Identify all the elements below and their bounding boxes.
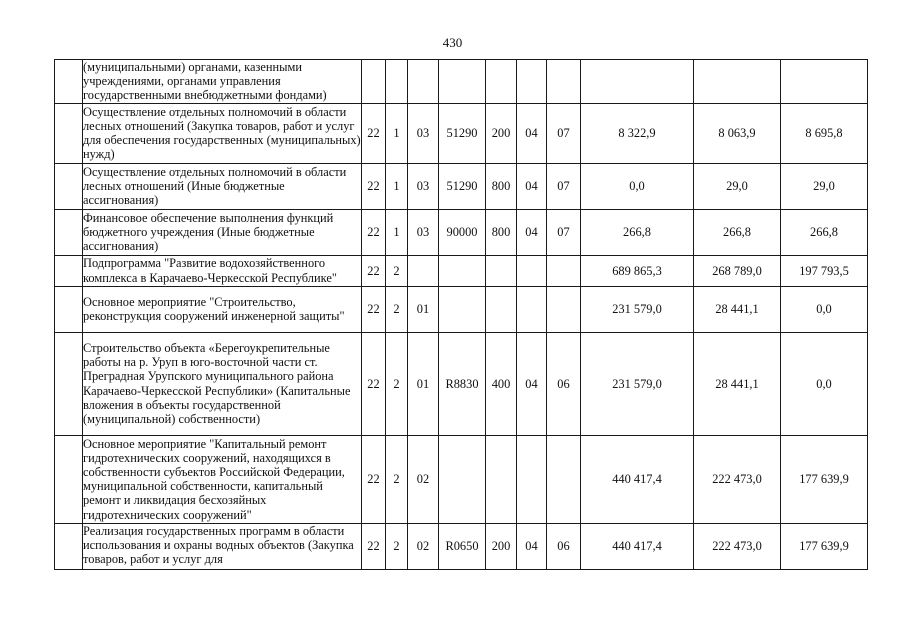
item-name: Подпрограмма "Развитие водохозяйственного комплекса в Карачаево-Черкесской Республике" xyxy=(83,256,337,285)
amount-year3-cell xyxy=(781,60,868,104)
subprogram-code-cell: 1 xyxy=(386,209,408,255)
item-name-cell xyxy=(83,523,362,569)
section-code-cell xyxy=(517,60,547,104)
subprogram-code-cell: 2 xyxy=(386,286,408,332)
amount-year2-cell: 29,0 xyxy=(694,163,781,209)
subprogram-code-cell: 1 xyxy=(386,163,408,209)
main-activity-code-cell: 03 xyxy=(408,103,439,163)
expense-type-cell xyxy=(486,255,517,286)
main-activity-code-cell: 01 xyxy=(408,332,439,435)
item-name: Осуществление отдельных полномочий в области лесных отношений (Закупка товаров, работ и услуг для обеспечения государственных (муниципальных) нужд) xyxy=(83,104,361,162)
main-activity-code-cell: 03 xyxy=(408,163,439,209)
table-row xyxy=(55,435,868,523)
amount-year2-cell: 266,8 xyxy=(694,209,781,255)
direction-code-cell: 90000 xyxy=(439,209,486,255)
program-code-cell xyxy=(362,60,386,104)
amount-year1-cell: 440 417,4 xyxy=(581,523,694,569)
program-code-cell: 22 xyxy=(362,286,386,332)
amount-year2-cell: 222 473,0 xyxy=(694,523,781,569)
table-row xyxy=(55,332,868,435)
program-code-cell: 22 xyxy=(362,255,386,286)
row-number-cell xyxy=(55,163,83,209)
amount-year2-cell: 8 063,9 xyxy=(694,103,781,163)
subprogram-code-cell: 2 xyxy=(386,332,408,435)
direction-code-cell: R0650 xyxy=(439,523,486,569)
main-activity-code-cell: 02 xyxy=(408,523,439,569)
section-code-cell: 04 xyxy=(517,103,547,163)
amount-year3-cell: 177 639,9 xyxy=(781,523,868,569)
item-name: Финансовое обеспечение выполнения функций бюджетного учреждения (Иные бюджетные ассигнования) xyxy=(83,210,334,254)
section-code-cell: 04 xyxy=(517,209,547,255)
page-number: 430 xyxy=(442,35,463,50)
direction-code-cell xyxy=(439,60,486,104)
section-code-cell: 04 xyxy=(517,163,547,209)
subprogram-code-cell: 2 xyxy=(386,255,408,286)
amount-year1-cell: 231 579,0 xyxy=(581,332,694,435)
expense-type-cell: 200 xyxy=(486,103,517,163)
amount-year1-cell xyxy=(581,60,694,104)
direction-code-cell: 51290 xyxy=(439,163,486,209)
subsection-code-cell: 06 xyxy=(547,332,581,435)
item-name: Основное мероприятие "Строительство, реконструкция сооружений инженерной защиты" xyxy=(83,294,345,324)
item-name-cell xyxy=(83,163,362,209)
program-code-cell: 22 xyxy=(362,435,386,523)
direction-code-cell: 51290 xyxy=(439,103,486,163)
amount-year1-cell: 8 322,9 xyxy=(581,103,694,163)
item-name: Основное мероприятие "Капитальный ремонт гидротехнических сооружений, находящихся в собственности субъектов Российской Федерации, муниципальной собственности, капитальный ремонт и ликвидация бесхозяйных гидротехнических сооружений" xyxy=(83,436,345,522)
item-name-cell xyxy=(83,435,362,523)
amount-year1-cell: 231 579,0 xyxy=(581,286,694,332)
table-row xyxy=(55,286,868,332)
subsection-code-cell: 07 xyxy=(547,209,581,255)
subsection-code-cell xyxy=(547,435,581,523)
amount-year1-cell: 266,8 xyxy=(581,209,694,255)
table-row xyxy=(55,60,868,104)
table-row xyxy=(55,523,868,569)
amount-year1-cell: 440 417,4 xyxy=(581,435,694,523)
row-number-cell xyxy=(55,60,83,104)
table-row xyxy=(55,103,868,163)
expense-type-cell: 800 xyxy=(486,209,517,255)
amount-year1-cell: 689 865,3 xyxy=(581,255,694,286)
item-name-cell xyxy=(83,255,362,286)
amount-year3-cell: 197 793,5 xyxy=(781,255,868,286)
subprogram-code-cell: 2 xyxy=(386,435,408,523)
main-activity-code-cell: 03 xyxy=(408,209,439,255)
item-name-cell xyxy=(83,103,362,163)
row-number-cell xyxy=(55,209,83,255)
amount-year3-cell: 177 639,9 xyxy=(781,435,868,523)
expense-type-cell: 200 xyxy=(486,523,517,569)
amount-year3-cell: 8 695,8 xyxy=(781,103,868,163)
subsection-code-cell: 07 xyxy=(547,103,581,163)
amount-year2-cell: 28 441,1 xyxy=(694,332,781,435)
expense-type-cell: 400 xyxy=(486,332,517,435)
expense-type-cell xyxy=(486,286,517,332)
subprogram-code-cell: 1 xyxy=(386,103,408,163)
amount-year2-cell: 28 441,1 xyxy=(694,286,781,332)
table-row xyxy=(55,163,868,209)
amount-year2-cell: 268 789,0 xyxy=(694,255,781,286)
amount-year3-cell: 29,0 xyxy=(781,163,868,209)
budget-table xyxy=(54,59,868,570)
row-number-cell xyxy=(55,523,83,569)
program-code-cell: 22 xyxy=(362,163,386,209)
row-number-cell xyxy=(55,103,83,163)
section-code-cell xyxy=(517,286,547,332)
subsection-code-cell: 06 xyxy=(547,523,581,569)
section-code-cell xyxy=(517,255,547,286)
item-name: Реализация государственных программ в области использования и охраны водных объектов (Закупка товаров, работ и услуг для xyxy=(83,523,354,567)
direction-code-cell xyxy=(439,435,486,523)
main-activity-code-cell xyxy=(408,60,439,104)
program-code-cell: 22 xyxy=(362,523,386,569)
direction-code-cell xyxy=(439,286,486,332)
row-number-cell xyxy=(55,255,83,286)
subsection-code-cell xyxy=(547,255,581,286)
program-code-cell: 22 xyxy=(362,209,386,255)
item-name-cell xyxy=(83,209,362,255)
amount-year2-cell xyxy=(694,60,781,104)
table-row xyxy=(55,255,868,286)
item-name: (муниципальными) органами, казенными учреждениями, органами управления государственными внебюджетными фондами) xyxy=(83,60,327,103)
amount-year3-cell: 266,8 xyxy=(781,209,868,255)
amount-year2-cell: 222 473,0 xyxy=(694,435,781,523)
row-number-cell xyxy=(55,286,83,332)
subsection-code-cell xyxy=(547,286,581,332)
item-name: Осуществление отдельных полномочий в области лесных отношений (Иные бюджетные ассигнования) xyxy=(83,164,347,208)
program-code-cell: 22 xyxy=(362,332,386,435)
main-activity-code-cell: 02 xyxy=(408,435,439,523)
expense-type-cell xyxy=(486,60,517,104)
subprogram-code-cell: 2 xyxy=(386,523,408,569)
row-number-cell xyxy=(55,332,83,435)
item-name-cell xyxy=(83,332,362,435)
expense-type-cell xyxy=(486,435,517,523)
expense-type-cell: 800 xyxy=(486,163,517,209)
direction-code-cell xyxy=(439,255,486,286)
item-name-cell xyxy=(83,60,362,104)
item-name: Строительство объекта «Берегоукрепительные работы на р. Уруп в юго-восточной части ст. Преградная Урупского муниципального района Карачаево-Черкесской Республики» (Капитальные вложения в объекты государственной (муниципальной) собственности) xyxy=(83,341,351,427)
row-number-cell xyxy=(55,435,83,523)
amount-year1-cell: 0,0 xyxy=(581,163,694,209)
item-name-cell xyxy=(83,286,362,332)
amount-year3-cell: 0,0 xyxy=(781,332,868,435)
subprogram-code-cell xyxy=(386,60,408,104)
program-code-cell: 22 xyxy=(362,103,386,163)
section-code-cell: 04 xyxy=(517,332,547,435)
section-code-cell xyxy=(517,435,547,523)
direction-code-cell: R8830 xyxy=(439,332,486,435)
amount-year3-cell: 0,0 xyxy=(781,286,868,332)
table-row xyxy=(55,209,868,255)
main-activity-code-cell xyxy=(408,255,439,286)
subsection-code-cell: 07 xyxy=(547,163,581,209)
main-activity-code-cell: 01 xyxy=(408,286,439,332)
subsection-code-cell xyxy=(547,60,581,104)
section-code-cell: 04 xyxy=(517,523,547,569)
